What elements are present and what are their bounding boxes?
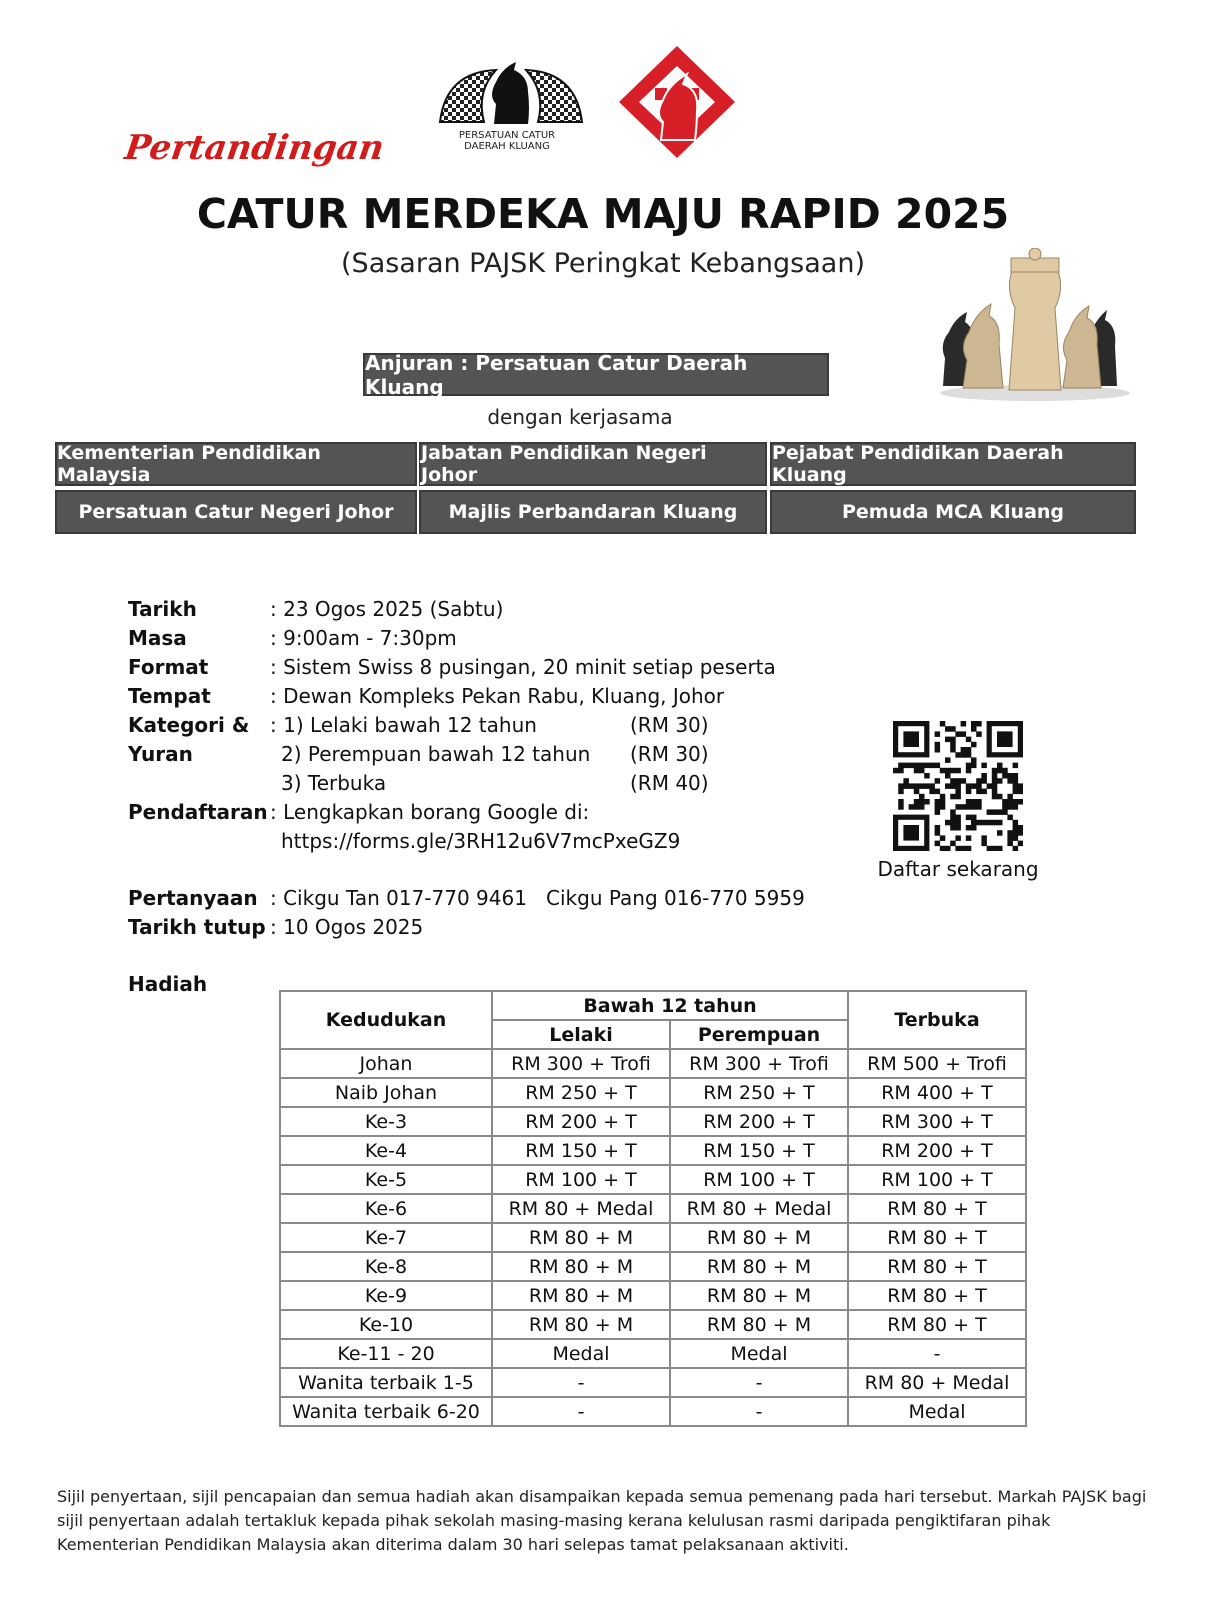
- table-cell: RM 200 + T: [670, 1107, 848, 1136]
- table-row: [280, 1136, 1026, 1165]
- table-cell: RM 80 + M: [492, 1281, 670, 1310]
- venue-value: : Dewan Kompleks Pekan Rabu, Kluang, Johor: [270, 684, 725, 708]
- prize-table: [279, 990, 1027, 1427]
- table-row: [280, 1310, 1026, 1339]
- qr-caption: Daftar sekarang: [877, 857, 1039, 881]
- table-cell: RM 500 + Trofi: [848, 1049, 1026, 1078]
- table-cell: RM 80 + M: [670, 1223, 848, 1252]
- table-cell: Medal: [848, 1397, 1026, 1426]
- category-boys: : 1) Lelaki bawah 12 tahun: [270, 713, 537, 737]
- table-cell: RM 150 + T: [492, 1136, 670, 1165]
- cooperation-label: dengan kerjasama: [487, 405, 673, 429]
- registration-link[interactable]: https://forms.gle/3RH12u6V7mcPxeGZ9: [281, 829, 681, 853]
- partner-chess-johor: Persatuan Catur Negeri Johor: [55, 490, 417, 534]
- table-cell: -: [670, 1397, 848, 1426]
- page-subtitle: (Sasaran PAJSK Peringkat Kebangsaan): [341, 248, 865, 279]
- table-cell: RM 80 + T: [848, 1194, 1026, 1223]
- table-cell: Wanita terbaik 6-20: [280, 1397, 492, 1426]
- table-cell: RM 300 + Trofi: [670, 1049, 848, 1078]
- date-label: Tarikh: [128, 597, 197, 621]
- table-cell: RM 200 + T: [492, 1107, 670, 1136]
- table-cell: -: [492, 1368, 670, 1397]
- script-title: Pertandingan: [122, 128, 387, 168]
- table-cell: RM 80 + Medal: [848, 1368, 1026, 1397]
- table-cell: Ke-7: [280, 1223, 492, 1252]
- table-row: [280, 1223, 1026, 1252]
- table-cell: RM 80 + T: [848, 1310, 1026, 1339]
- table-cell: RM 300 + Trofi: [492, 1049, 670, 1078]
- partner-moe: Kementerian Pendidikan Malaysia: [55, 442, 417, 486]
- table-cell: Ke-11 - 20: [280, 1339, 492, 1368]
- col-girls: Perempuan: [670, 1020, 848, 1049]
- table-row: [280, 1281, 1026, 1310]
- table-cell: Ke-3: [280, 1107, 492, 1136]
- col-open: Terbuka: [848, 991, 1026, 1049]
- table-cell: Naib Johan: [280, 1078, 492, 1107]
- table-cell: RM 80 + M: [670, 1281, 848, 1310]
- closing-date-value: : 10 Ogos 2025: [270, 915, 424, 939]
- page-title: CATUR MERDEKA MAJU RAPID 2025: [196, 190, 1010, 238]
- table-cell: Ke-9: [280, 1281, 492, 1310]
- table-cell: RM 250 + T: [670, 1078, 848, 1107]
- table-cell: RM 80 + M: [492, 1223, 670, 1252]
- table-cell: Ke-8: [280, 1252, 492, 1281]
- table-cell: RM 80 + Medal: [670, 1194, 848, 1223]
- chess-association-logo: [617, 44, 737, 160]
- fee-boys: (RM 30): [630, 713, 709, 737]
- table-cell: RM 200 + T: [848, 1136, 1026, 1165]
- table-cell: -: [492, 1397, 670, 1426]
- fee-girls: (RM 30): [630, 742, 709, 766]
- format-label: Format: [128, 655, 209, 679]
- time-value: : 9:00am - 7:30pm: [270, 626, 457, 650]
- table-cell: Medal: [492, 1339, 670, 1368]
- table-row: [280, 1397, 1026, 1426]
- table-cell: RM 300 + T: [848, 1107, 1026, 1136]
- chess-pieces-illustration: [935, 248, 1135, 403]
- table-cell: RM 80 + T: [848, 1223, 1026, 1252]
- table-row: [280, 1368, 1026, 1397]
- table-row: [280, 1165, 1026, 1194]
- table-cell: Ke-6: [280, 1194, 492, 1223]
- table-cell: Ke-4: [280, 1136, 492, 1165]
- table-cell: Medal: [670, 1339, 848, 1368]
- table-cell: RM 100 + T: [670, 1165, 848, 1194]
- partner-mp-kluang: Majlis Perbandaran Kluang: [419, 490, 767, 534]
- prizes-label: Hadiah: [128, 972, 208, 996]
- category-open: 3) Terbuka: [281, 771, 387, 795]
- partner-mca-kluang: Pemuda MCA Kluang: [770, 490, 1136, 534]
- registration-label: Pendaftaran: [128, 800, 268, 824]
- table-row: [280, 1194, 1026, 1223]
- time-label: Masa: [128, 626, 187, 650]
- table-cell: RM 150 + T: [670, 1136, 848, 1165]
- table-row: [280, 1049, 1026, 1078]
- col-boys: Lelaki: [492, 1020, 670, 1049]
- district-chess-logo: [436, 52, 586, 132]
- category-girls: 2) Perempuan bawah 12 tahun: [281, 742, 591, 766]
- table-row: [280, 1078, 1026, 1107]
- partner-ppd-kluang: Pejabat Pendidikan Daerah Kluang: [770, 442, 1136, 486]
- table-cell: RM 80 + M: [670, 1310, 848, 1339]
- col-under12: Bawah 12 tahun: [492, 991, 848, 1020]
- table-cell: RM 80 + M: [492, 1310, 670, 1339]
- table-row: [280, 1252, 1026, 1281]
- inquiry-value: : Cikgu Tan 017-770 9461 Cikgu Pang 016-770 5959: [270, 886, 805, 910]
- organizer-banner: Anjuran : Persatuan Catur Daerah Kluang: [363, 353, 829, 396]
- qr-code-icon[interactable]: [893, 721, 1023, 851]
- table-cell: Ke-10: [280, 1310, 492, 1339]
- logo-caption-line1: PERSATUAN CATUR: [458, 130, 556, 141]
- table-cell: Ke-5: [280, 1165, 492, 1194]
- footer-note: Sijil penyertaan, sijil pencapaian dan semua hadiah akan disampaikan kepada semua pemenang pada hari tersebut. Markah PAJSK bagi sijil penyertaan adalah tertakluk kepada pihak sekolah masing-masing kerana kelulusan rasmi daripada pengiktifaran pihak Kementerian Pendidikan Malaysia akan diterima dalam 30 hari selepas tamat pelaksanaan aktiviti.: [57, 1487, 1147, 1554]
- venue-label: Tempat: [128, 684, 211, 708]
- logo-caption-line2: DAERAH KLUANG: [464, 141, 550, 152]
- table-cell: RM 100 + T: [492, 1165, 670, 1194]
- table-cell: RM 80 + T: [848, 1281, 1026, 1310]
- table-cell: RM 80 + Medal: [492, 1194, 670, 1223]
- date-value: : 23 Ogos 2025 (Sabtu): [270, 597, 504, 621]
- table-cell: RM 80 + T: [848, 1252, 1026, 1281]
- partner-jpn-johor: Jabatan Pendidikan Negeri Johor: [419, 442, 767, 486]
- table-cell: RM 80 + M: [670, 1252, 848, 1281]
- table-cell: -: [848, 1339, 1026, 1368]
- closing-date-label: Tarikh tutup: [128, 915, 266, 939]
- table-cell: Johan: [280, 1049, 492, 1078]
- fee-open: (RM 40): [630, 771, 709, 795]
- table-cell: RM 400 + T: [848, 1078, 1026, 1107]
- registration-value: : Lengkapkan borang Google di:: [270, 800, 590, 824]
- category-label-2: Yuran: [128, 742, 193, 766]
- format-value: : Sistem Swiss 8 pusingan, 20 minit setiap peserta: [270, 655, 776, 679]
- logo-caption: [447, 130, 567, 152]
- table-cell: RM 80 + M: [492, 1252, 670, 1281]
- table-row: [280, 1339, 1026, 1368]
- table-cell: -: [670, 1368, 848, 1397]
- table-cell: Wanita terbaik 1-5: [280, 1368, 492, 1397]
- col-position: Kedudukan: [280, 991, 492, 1049]
- inquiry-label: Pertanyaan: [128, 886, 258, 910]
- table-row: [280, 1107, 1026, 1136]
- category-label-1: Kategori &: [128, 713, 250, 737]
- table-cell: RM 250 + T: [492, 1078, 670, 1107]
- table-cell: RM 100 + T: [848, 1165, 1026, 1194]
